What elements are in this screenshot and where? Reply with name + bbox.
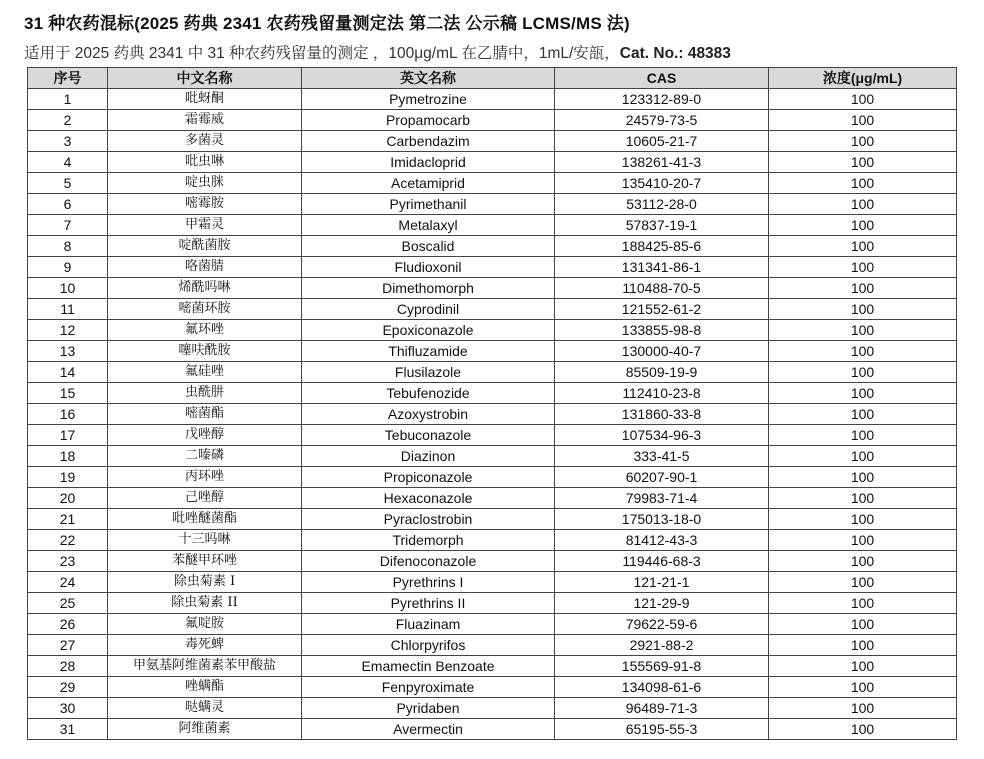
cell-concentration: 100 (769, 446, 957, 467)
cell-concentration: 100 (769, 299, 957, 320)
cell-english-name: Flusilazole (302, 362, 555, 383)
table-row (28, 257, 957, 278)
cell-cas: 112410-23-8 (555, 383, 769, 404)
table-row (28, 719, 957, 740)
cell-concentration: 100 (769, 614, 957, 635)
cell-cas: 130000-40-7 (555, 341, 769, 362)
cell-chinese-name: 除虫菊素 I (108, 572, 302, 593)
cell-cas: 134098-61-6 (555, 677, 769, 698)
cell-concentration: 100 (769, 131, 957, 152)
table-row (28, 593, 957, 614)
table-row (28, 698, 957, 719)
cell-concentration: 100 (769, 509, 957, 530)
cell-chinese-name: 霜霉威 (108, 110, 302, 131)
column-header-chinese-name: 中文名称 (108, 68, 302, 89)
cell-english-name: Hexaconazole (302, 488, 555, 509)
cell-chinese-name: 嘧菌环胺 (108, 299, 302, 320)
cell-concentration: 100 (769, 278, 957, 299)
table-row (28, 278, 957, 299)
catalog-number: Cat. No.: 48383 (619, 45, 731, 62)
cell-cas: 119446-68-3 (555, 551, 769, 572)
cell-chinese-name: 吡唑醚菌酯 (108, 509, 302, 530)
cell-english-name: Diazinon (302, 446, 555, 467)
cell-index: 5 (28, 173, 108, 194)
table-row (28, 488, 957, 509)
table-row (28, 677, 957, 698)
cell-chinese-name: 甲霜灵 (108, 215, 302, 236)
cell-concentration: 100 (769, 425, 957, 446)
cell-english-name: Pyrimethanil (302, 194, 555, 215)
cell-cas: 81412-43-3 (555, 530, 769, 551)
cell-index: 4 (28, 152, 108, 173)
cell-chinese-name: 哒螨灵 (108, 698, 302, 719)
cell-index: 16 (28, 404, 108, 425)
cell-concentration: 100 (769, 404, 957, 425)
table-row (28, 110, 957, 131)
cell-chinese-name: 甲氨基阿维菌素苯甲酸盐 (108, 656, 302, 677)
table-row (28, 173, 957, 194)
cell-english-name: Pyrethrins I (302, 572, 555, 593)
cell-concentration: 100 (769, 236, 957, 257)
table-row (28, 404, 957, 425)
cell-english-name: Pyridaben (302, 698, 555, 719)
table-row (28, 152, 957, 173)
document-title: 31 种农药混标(2025 药典 2341 农药残留量测定法 第二法 公示稿 LCMS/MS 法) (24, 14, 630, 33)
cell-index: 20 (28, 488, 108, 509)
cell-index: 7 (28, 215, 108, 236)
cell-english-name: Epoxiconazole (302, 320, 555, 341)
cell-concentration: 100 (769, 551, 957, 572)
cell-cas: 155569-91-8 (555, 656, 769, 677)
table-row (28, 215, 957, 236)
cell-index: 25 (28, 593, 108, 614)
cell-chinese-name: 丙环唑 (108, 467, 302, 488)
document-subtitle (24, 41, 731, 63)
cell-english-name: Pyraclostrobin (302, 509, 555, 530)
cell-concentration: 100 (769, 383, 957, 404)
cell-concentration: 100 (769, 467, 957, 488)
table-row (28, 194, 957, 215)
table-row (28, 635, 957, 656)
table-row (28, 383, 957, 404)
cell-english-name: Azoxystrobin (302, 404, 555, 425)
cell-index: 11 (28, 299, 108, 320)
cell-index: 2 (28, 110, 108, 131)
cell-chinese-name: 氟啶胺 (108, 614, 302, 635)
cell-chinese-name: 烯酰吗啉 (108, 278, 302, 299)
column-header-index: 序号 (28, 68, 108, 89)
cell-english-name: Pyrethrins II (302, 593, 555, 614)
cell-index: 30 (28, 698, 108, 719)
cell-chinese-name: 毒死蜱 (108, 635, 302, 656)
cell-cas: 131341-86-1 (555, 257, 769, 278)
cell-english-name: Tridemorph (302, 530, 555, 551)
column-header-cas: CAS (555, 68, 769, 89)
cell-cas: 110488-70-5 (555, 278, 769, 299)
cell-chinese-name: 己唑醇 (108, 488, 302, 509)
table-row (28, 509, 957, 530)
cell-english-name: Carbendazim (302, 131, 555, 152)
cell-english-name: Fenpyroximate (302, 677, 555, 698)
cell-chinese-name: 嘧菌酯 (108, 404, 302, 425)
cell-chinese-name: 嘧霉胺 (108, 194, 302, 215)
table-row (28, 320, 957, 341)
cell-cas: 121-29-9 (555, 593, 769, 614)
cell-chinese-name: 苯醚甲环唑 (108, 551, 302, 572)
column-header-english-name: 英文名称 (302, 68, 555, 89)
cell-chinese-name: 除虫菊素 II (108, 593, 302, 614)
table-header-row (28, 68, 957, 89)
cell-chinese-name: 咯菌腈 (108, 257, 302, 278)
cell-english-name: Fludioxonil (302, 257, 555, 278)
table-row (28, 572, 957, 593)
cell-index: 26 (28, 614, 108, 635)
table-row (28, 299, 957, 320)
cell-concentration: 100 (769, 593, 957, 614)
cell-cas: 131860-33-8 (555, 404, 769, 425)
cell-index: 10 (28, 278, 108, 299)
cell-index: 28 (28, 656, 108, 677)
cell-index: 31 (28, 719, 108, 740)
column-header-concentration: 浓度(μg/mL) (769, 68, 957, 89)
cell-english-name: Metalaxyl (302, 215, 555, 236)
table-row (28, 467, 957, 488)
cell-concentration: 100 (769, 488, 957, 509)
cell-cas: 60207-90-1 (555, 467, 769, 488)
cell-cas: 96489-71-3 (555, 698, 769, 719)
cell-concentration: 100 (769, 89, 957, 110)
cell-chinese-name: 吡虫啉 (108, 152, 302, 173)
cell-chinese-name: 噻呋酰胺 (108, 341, 302, 362)
cell-chinese-name: 虫酰肼 (108, 383, 302, 404)
cell-index: 19 (28, 467, 108, 488)
cell-cas: 123312-89-0 (555, 89, 769, 110)
cell-index: 27 (28, 635, 108, 656)
table-row (28, 89, 957, 110)
table-row (28, 530, 957, 551)
cell-cas: 133855-98-8 (555, 320, 769, 341)
cell-index: 17 (28, 425, 108, 446)
cell-cas: 138261-41-3 (555, 152, 769, 173)
cell-english-name: Tebuconazole (302, 425, 555, 446)
table-row (28, 551, 957, 572)
cell-cas: 79622-59-6 (555, 614, 769, 635)
cell-index: 12 (28, 320, 108, 341)
table-body (28, 89, 957, 740)
cell-chinese-name: 唑螨酯 (108, 677, 302, 698)
cell-concentration: 100 (769, 635, 957, 656)
cell-concentration: 100 (769, 110, 957, 131)
cell-english-name: Avermectin (302, 719, 555, 740)
cell-english-name: Propamocarb (302, 110, 555, 131)
cell-cas: 121-21-1 (555, 572, 769, 593)
cell-english-name: Dimethomorph (302, 278, 555, 299)
cell-english-name: Acetamiprid (302, 173, 555, 194)
cell-index: 3 (28, 131, 108, 152)
cell-english-name: Boscalid (302, 236, 555, 257)
cell-cas: 10605-21-7 (555, 131, 769, 152)
cell-concentration: 100 (769, 362, 957, 383)
cell-english-name: Fluazinam (302, 614, 555, 635)
cell-cas: 24579-73-5 (555, 110, 769, 131)
cell-english-name: Difenoconazole (302, 551, 555, 572)
cell-cas: 79983-71-4 (555, 488, 769, 509)
cell-cas: 2921-88-2 (555, 635, 769, 656)
table-row (28, 131, 957, 152)
cell-chinese-name: 啶酰菌胺 (108, 236, 302, 257)
subtitle-text: 适用于 2025 药典 2341 中 31 种农药残留量的测定 ，100μg/mL 在乙腈中，1mL/安瓿， (24, 45, 620, 62)
cell-index: 18 (28, 446, 108, 467)
cell-cas: 65195-55-3 (555, 719, 769, 740)
pesticide-table (27, 67, 957, 740)
cell-cas: 135410-20-7 (555, 173, 769, 194)
table-row (28, 446, 957, 467)
cell-cas: 121552-61-2 (555, 299, 769, 320)
table-row (28, 362, 957, 383)
cell-concentration: 100 (769, 152, 957, 173)
cell-chinese-name: 啶虫脒 (108, 173, 302, 194)
cell-chinese-name: 氟硅唑 (108, 362, 302, 383)
table-row (28, 236, 957, 257)
cell-cas: 57837-19-1 (555, 215, 769, 236)
cell-index: 21 (28, 509, 108, 530)
cell-english-name: Emamectin Benzoate (302, 656, 555, 677)
cell-index: 22 (28, 530, 108, 551)
cell-index: 8 (28, 236, 108, 257)
cell-chinese-name: 吡蚜酮 (108, 89, 302, 110)
cell-index: 13 (28, 341, 108, 362)
cell-cas: 85509-19-9 (555, 362, 769, 383)
cell-concentration: 100 (769, 572, 957, 593)
cell-concentration: 100 (769, 530, 957, 551)
cell-concentration: 100 (769, 215, 957, 236)
cell-cas: 175013-18-0 (555, 509, 769, 530)
cell-index: 9 (28, 257, 108, 278)
cell-english-name: Propiconazole (302, 467, 555, 488)
cell-chinese-name: 二嗪磷 (108, 446, 302, 467)
cell-english-name: Chlorpyrifos (302, 635, 555, 656)
cell-index: 1 (28, 89, 108, 110)
cell-concentration: 100 (769, 698, 957, 719)
table-row (28, 614, 957, 635)
cell-chinese-name: 戊唑醇 (108, 425, 302, 446)
cell-concentration: 100 (769, 173, 957, 194)
cell-chinese-name: 多菌灵 (108, 131, 302, 152)
cell-concentration: 100 (769, 677, 957, 698)
cell-index: 6 (28, 194, 108, 215)
cell-cas: 53112-28-0 (555, 194, 769, 215)
cell-index: 29 (28, 677, 108, 698)
cell-concentration: 100 (769, 656, 957, 677)
cell-index: 23 (28, 551, 108, 572)
cell-english-name: Tebufenozide (302, 383, 555, 404)
table-row (28, 425, 957, 446)
cell-index: 24 (28, 572, 108, 593)
cell-english-name: Cyprodinil (302, 299, 555, 320)
cell-cas: 188425-85-6 (555, 236, 769, 257)
cell-concentration: 100 (769, 320, 957, 341)
table-row (28, 341, 957, 362)
cell-concentration: 100 (769, 257, 957, 278)
cell-english-name: Thifluzamide (302, 341, 555, 362)
cell-chinese-name: 阿维菌素 (108, 719, 302, 740)
cell-concentration: 100 (769, 341, 957, 362)
cell-chinese-name: 氟环唑 (108, 320, 302, 341)
cell-cas: 333-41-5 (555, 446, 769, 467)
table-row (28, 656, 957, 677)
cell-cas: 107534-96-3 (555, 425, 769, 446)
cell-chinese-name: 十三吗啉 (108, 530, 302, 551)
cell-index: 15 (28, 383, 108, 404)
cell-index: 14 (28, 362, 108, 383)
cell-concentration: 100 (769, 719, 957, 740)
cell-concentration: 100 (769, 194, 957, 215)
cell-english-name: Imidacloprid (302, 152, 555, 173)
cell-english-name: Pymetrozine (302, 89, 555, 110)
